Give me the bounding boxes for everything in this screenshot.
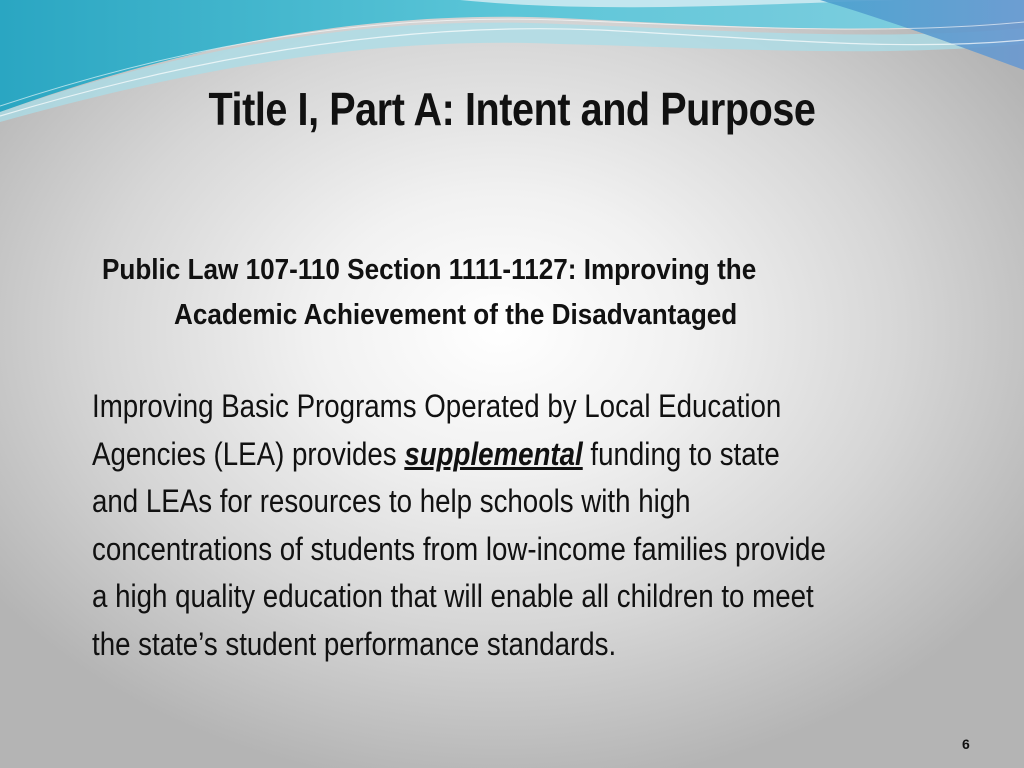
body-line-2 [92,431,922,479]
body-paragraph [92,383,922,668]
emphasized-word: supplemental [404,435,583,472]
slide-title: Title I, Part A: Intent and Purpose [208,83,816,135]
body-line-6: the state’s student performance standards. [92,625,617,662]
slide-subheading [102,248,894,338]
body-line-2-end: funding to state [582,435,780,472]
body-line-4: concentrations of students from low-income families provide [92,530,826,567]
subheading-line-2: Academic Achievement of the Disadvantaged [174,299,738,331]
body-line-1: Improving Basic Programs Operated by Local Education [92,388,782,424]
body-line-3: and LEAs for resources to help schools with high [92,483,691,519]
subheading-line-1: Public Law 107-110 Section 1111-1127: Improving the [102,254,757,286]
body-line-2-start: Agencies (LEA) provides [92,435,405,472]
page-number: 6 [962,736,970,752]
body-line-5: a high quality education that will enable all children to meet [92,578,814,614]
